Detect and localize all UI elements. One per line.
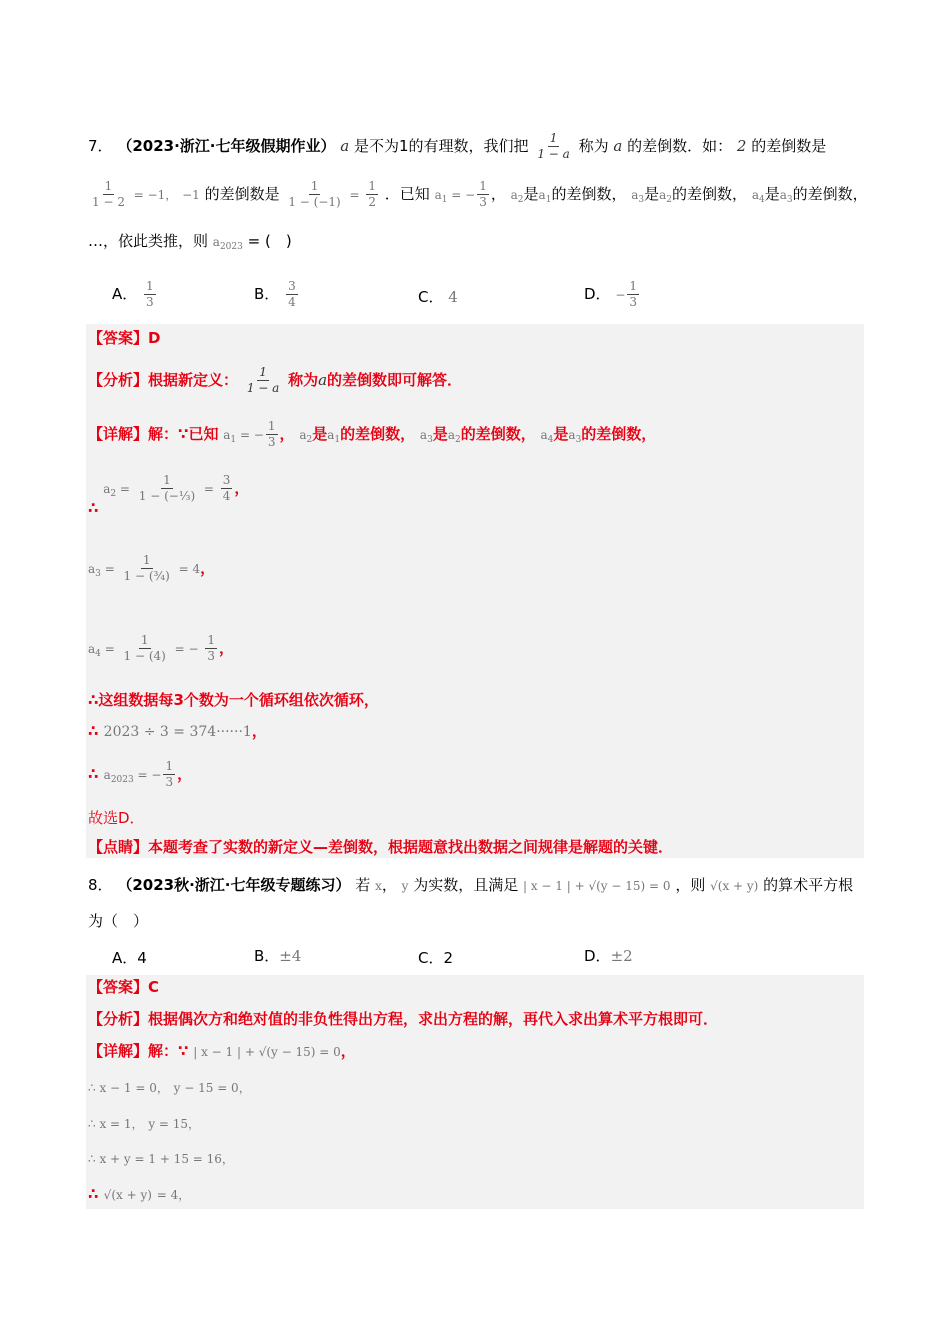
- q7-option-c[interactable]: [418, 286, 458, 307]
- detail-label: 【详解】: [88, 425, 149, 444]
- math-a2: $a_2$ =: [103, 482, 130, 500]
- q8-step3: [88, 1151, 234, 1166]
- q8-text: ，则: [675, 876, 706, 894]
- q8-option-a[interactable]: [112, 947, 147, 968]
- option-label: D．: [584, 285, 611, 304]
- math-a2: $a_2$: [510, 188, 524, 206]
- detail-text: 的差倒数，: [340, 425, 416, 444]
- step-text: = 4，: [156, 1188, 191, 1202]
- q8-step4: ∴ √(x + y) = 4，: [88, 1185, 191, 1203]
- math-a4: $a_4$: [751, 188, 765, 206]
- math-y: y: [401, 879, 409, 893]
- q7-text: 的差倒数，: [792, 185, 868, 204]
- q8-step1: [88, 1080, 251, 1095]
- detail-text: 的差倒数，: [460, 425, 536, 444]
- q8-analysis: [88, 1012, 718, 1027]
- math-a2: $a_2$: [299, 428, 313, 446]
- math-a3: $a_3$: [419, 428, 433, 446]
- math-a: a: [318, 371, 328, 390]
- frac-1-over-1-a: $\frac{1}{1 - a}$: [246, 365, 280, 396]
- frac-1-3: $\frac{1}{3}$: [267, 419, 276, 450]
- q8-option-d[interactable]: [584, 945, 633, 966]
- q7-cycle: [88, 693, 379, 708]
- q8-source: （2023秋·浙江·七年级专题练习）: [117, 876, 351, 894]
- q7-result: ∴ $a_{2023}$ = − $\frac{1}{3}$ ，: [88, 759, 193, 790]
- math-a2023: $a_{2023}$ = −: [103, 768, 162, 786]
- answer-text: 【答案】C: [88, 978, 160, 996]
- comment-text: 本题考查了实数的新定义—差倒数，根据题意找出数据之间规律是解题的关键．: [148, 838, 674, 856]
- q7-text: 是: [523, 185, 539, 204]
- step-text: ∴ x − 1 = 0，: [88, 1081, 169, 1095]
- comment-label: 【点睛】: [88, 838, 149, 856]
- q7-detail: 【详解】解：∵已知 $a_1$ = − $\frac{1}{3}$ ， $a_2$是$a_1$的差倒数， $a_3$是$a_2$的差倒数， $a_4$是$a_3$的差倒数，: [88, 419, 657, 450]
- q7-option-a[interactable]: [112, 280, 158, 309]
- q7-answer: [88, 331, 160, 346]
- option-value: $\frac{1}{3}$: [146, 279, 154, 310]
- math-sqrt-xy: √(x + y): [103, 1188, 152, 1202]
- q7-text: 的差倒数是: [751, 137, 827, 156]
- option-label: B．: [254, 947, 280, 965]
- q7-text: 是不为1的有理数，我们把: [354, 137, 529, 156]
- q8-line1: 8． （2023秋·浙江·七年级专题练习） 若 x， y 为实数，且满足 | x − 1 | + √(y − 15) = 0 ，则 √(x + y) 的算术平方根: [88, 876, 854, 894]
- q8-text: 为（ ）: [88, 912, 149, 930]
- q8-number: 8．: [88, 876, 113, 894]
- frac-1-over-1-neg1: $\frac{1}{1 - (-1)}$: [288, 179, 341, 210]
- detail-text: 是: [312, 425, 328, 444]
- q7-line1: [88, 132, 826, 161]
- frac-1-over-1-2: $\frac{1}{1 - 2}$: [92, 179, 125, 210]
- q7-source: （2023·浙江·七年级假期作业）: [117, 137, 336, 156]
- math-a3: $a_3$ =: [88, 562, 115, 580]
- option-value: 4: [137, 949, 147, 967]
- analysis-label: 【分析】: [88, 371, 149, 390]
- frac-3-4: $\frac{3}{4}$: [222, 473, 231, 504]
- q8-text: 若: [355, 876, 371, 894]
- math-condition: | x − 1 | + √(y − 15) = 0: [193, 1045, 341, 1059]
- math-a2: $a_2$: [659, 188, 673, 206]
- q7-text: 是: [644, 185, 660, 204]
- divide-text: 2023 ÷ 3 = 374······1: [103, 724, 252, 740]
- q7-analysis: [88, 366, 462, 395]
- option-value: $\frac{3}{4}$: [288, 279, 296, 310]
- q7-text: 的差倒数，: [672, 185, 748, 204]
- math-a3: $a_3$: [631, 188, 645, 206]
- detail-text: 解：∵已知: [148, 425, 219, 444]
- q7-text: 称为: [578, 137, 609, 156]
- q7-step-a3: $a_3$ = $\frac{1}{\text{1 − (¾)}}$ = 4，: [88, 553, 216, 584]
- frac-a4: $\frac{1}{1 - (4)}$: [123, 633, 166, 664]
- math-a3: $a_3$: [568, 428, 582, 446]
- math-eq: = −1，: [133, 188, 178, 203]
- math-a1: $a_1$ = −: [223, 428, 264, 446]
- step-text: ∴ x + y = 1 + 15 = 16，: [88, 1152, 234, 1166]
- math-condition: | x − 1 | + √(y − 15) = 0: [522, 879, 671, 893]
- q7-text: …，依此类推，则: [88, 232, 209, 250]
- q7-text: 是: [764, 185, 780, 204]
- option-label: C．: [418, 288, 444, 306]
- analysis-label: 【分析】: [88, 1010, 149, 1028]
- analysis-text: 的差倒数即可解答．: [327, 371, 463, 390]
- q7-comment: [88, 840, 673, 855]
- math-x: x: [375, 879, 382, 893]
- math-a1: $a_1$: [538, 188, 552, 206]
- math-a: a: [340, 137, 350, 156]
- q7-text: 的差倒数，: [551, 185, 627, 204]
- q7-line2: $\frac{1}{1 - 2}$ = −1， −1 的差倒数是 $\frac{1}{1 - (-1)}$ = $\frac{1}{2}$ ．已知 $a_1$ = − $\frac{1}{3}$ ， $a_2$是$a_1$的差倒数， $a_3$是$a_2$的差倒数， $a_4$是$a_3$的差倒数，: [92, 179, 868, 210]
- analysis-text: 称为: [288, 371, 319, 390]
- frac-1-3: $\frac{1}{3}$: [207, 633, 216, 664]
- q8-option-b[interactable]: [254, 945, 301, 966]
- q7-step-a2: ∴ $a_2$ = $\frac{1}{\text{1 − (−⅓)}}$ = $\frac{3}{4}$ ，: [88, 473, 250, 518]
- math-2: 2: [736, 137, 747, 156]
- analysis-text: 根据新定义：: [148, 371, 239, 390]
- cycle-text: ∴这组数据每3个数为一个循环组依次循环，: [88, 691, 379, 709]
- math-a1: $a_1$: [327, 428, 341, 446]
- q7-conclude: [88, 811, 145, 826]
- conclude-text: 故选D．: [88, 809, 145, 827]
- q7-line3: [88, 234, 292, 252]
- math-neg1: −1: [182, 188, 200, 203]
- option-value: $\frac{1}{3}$: [629, 279, 638, 310]
- q7-text: 的差倒数．如：: [627, 137, 733, 156]
- q7-number: 7．: [88, 137, 113, 156]
- math-sqrt-xy: √(x + y): [710, 879, 759, 893]
- frac-1-over-1-a: $\frac{1}{1 - a}$: [537, 131, 570, 162]
- q8-option-c[interactable]: [418, 947, 453, 968]
- option-label: B．: [254, 285, 280, 304]
- option-value: 4: [448, 288, 458, 306]
- frac-a2: $\frac{1}{\text{1 − (−⅓)}}$: [138, 473, 196, 504]
- detail-label: 【详解】: [88, 1042, 149, 1060]
- q8-step2: [88, 1116, 200, 1131]
- q7-step-a4: $a_4$ = $\frac{1}{1 - (4)}$ = − $\frac{1}{3}$ ，: [88, 633, 235, 664]
- option-label: A．: [112, 285, 138, 304]
- q8-answer: [88, 980, 159, 995]
- frac-1-2: $\frac{1}{2}$: [368, 179, 376, 210]
- detail-text: 是: [553, 425, 569, 444]
- q7-text: 的差倒数是: [204, 185, 280, 204]
- frac-1-3: $\frac{1}{3}$: [165, 759, 174, 790]
- math-a4: $a_4$: [540, 428, 554, 446]
- frac-a3: $\frac{1}{\text{1 − (¾)}}$: [123, 553, 170, 584]
- option-value: ±2: [610, 947, 633, 965]
- q7-solution-box: [86, 324, 864, 858]
- q7-option-b[interactable]: [254, 280, 300, 309]
- option-label: D．: [584, 947, 611, 965]
- math-a2: $a_2$: [447, 428, 461, 446]
- math-a: a: [613, 137, 623, 156]
- option-value: ±4: [279, 947, 302, 965]
- q7-text: = ( ): [247, 232, 292, 250]
- detail-text: 解：∵: [148, 1042, 189, 1060]
- math-a2023: $a_{2023}$: [212, 235, 243, 252]
- q7-option-d[interactable]: D． − $\frac{1}{3}$: [584, 279, 638, 310]
- q8-text: 为实数，且满足: [413, 876, 519, 894]
- math-a1: $a_1$ = −: [434, 188, 476, 206]
- q7-text: ．已知: [384, 185, 430, 204]
- option-label: C．: [418, 949, 444, 967]
- detail-text: 的差倒数，: [581, 425, 657, 444]
- math-a3: $a_3$: [779, 188, 793, 206]
- step-text: ∴ x = 1，: [88, 1117, 144, 1131]
- q8-line2: [88, 914, 148, 929]
- answer-text: 【答案】D: [88, 329, 161, 347]
- math-a4: $a_4$ =: [88, 642, 115, 660]
- option-label: A．: [112, 949, 138, 967]
- frac-1-3: $\frac{1}{3}$: [479, 179, 487, 210]
- step-text: y = 15，: [148, 1117, 201, 1131]
- option-value: 2: [443, 949, 454, 967]
- analysis-text: 根据偶次方和绝对值的非负性得出方程，求出方程的解，再代入求出算术平方根即可．: [148, 1010, 719, 1028]
- step-text: y − 15 = 0，: [173, 1081, 251, 1095]
- detail-text: 是: [432, 425, 448, 444]
- q7-divide: ∴ 2023 ÷ 3 = 374······1，: [88, 722, 267, 740]
- q8-text: 的算术平方根: [763, 876, 854, 894]
- q8-detail: 【详解】解：∵ | x − 1 | + √(y − 15) = 0，: [88, 1042, 356, 1060]
